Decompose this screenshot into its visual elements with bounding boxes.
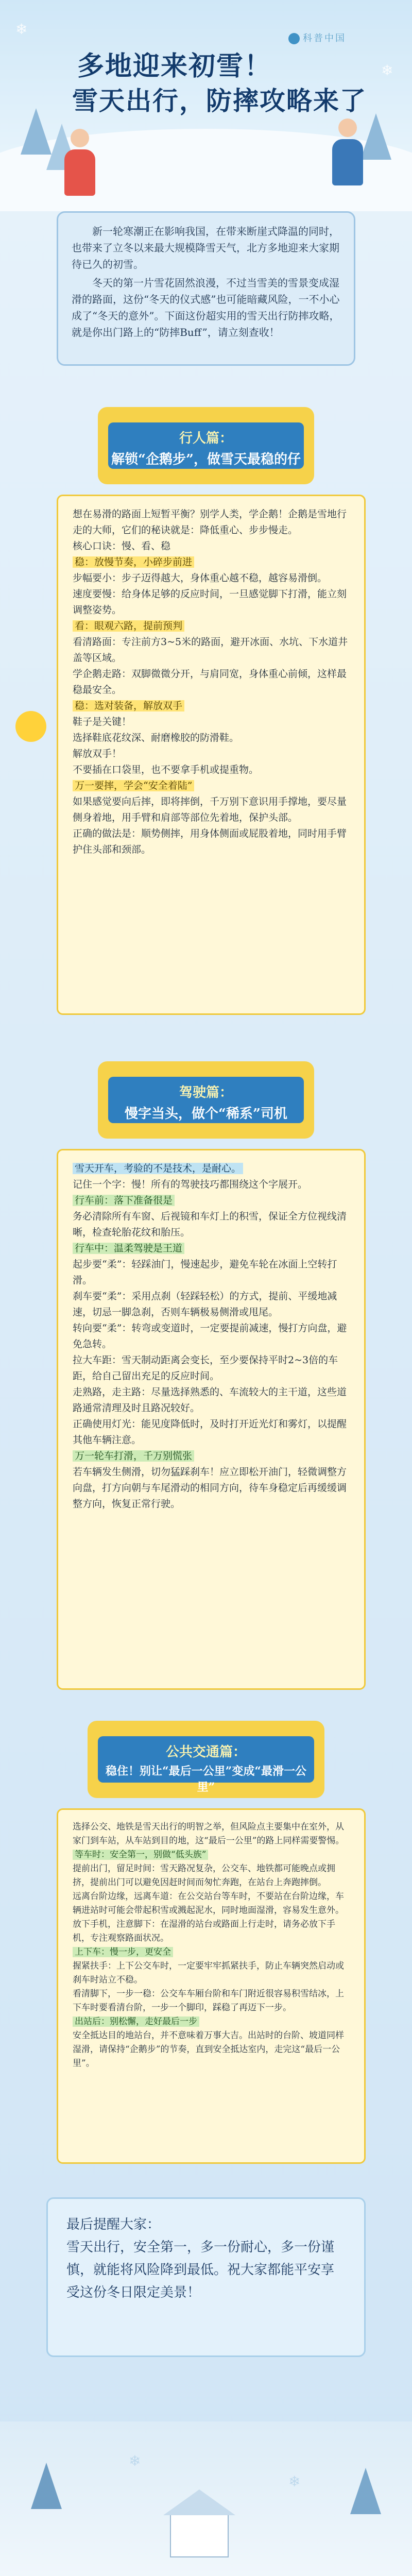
section-paragraph: 握紧扶手：上下公交车时，一定要牢牢抓紧扶手，防止车辆突然启动或刹车时站立不稳。 <box>73 1961 344 1985</box>
page-title-line2: 雪天出行，防摔攻略来了 <box>72 86 367 116</box>
section-subheading: 行车中：温柔驾驶是王道 <box>73 1241 350 1257</box>
section-paragraph: 步幅要小：步子迈得越大，身体重心越不稳，越容易滑倒。 <box>73 572 328 584</box>
intro-paragraph: 新一轮寒潮正在影响我国，在带来断崖式降温的同时，也带来了立冬以来最大规模降雪天气，北方多地迎来大家期待已久的初雪。 <box>72 225 339 270</box>
section-subheading: 万一轮车打滑，千万别慌张 <box>73 1448 350 1464</box>
section-paragraph: 刹车要“柔”：采用点刹（轻踩轻松）的方式，提前、平缓地减速，切忌一脚急刹，否则车辆极易侧滑或甩尾。 <box>73 1291 337 1318</box>
section-subheading: 稳：放慢节奏，小碎步前进 <box>73 554 350 570</box>
final-reminder-box <box>46 2197 366 2357</box>
section-paragraph: 记住一个字：慢！所有的驾驶技巧都围绕这个字展开。 <box>73 1179 308 1190</box>
section-subheading: 等车时：安全第一，别做“低头族” <box>73 1848 350 1862</box>
section-paragraph: 正确使用灯光：能见度降低时，及时打开近光灯和雾灯，以提醒其他车辆注意。 <box>73 1418 347 1446</box>
section-paragraph: 走熟路，走主路：尽量选择熟悉的、车流较大的主干道，这些道路通常清理及时且路况较好。 <box>73 1386 347 1414</box>
section-paragraph: 远离台阶边缘，远离车道：在公交站台等车时，不要站在台阶边缘，车辆进站时可能会带起积雪或溅起泥水，同时地面湿滑，容易发生意外。 <box>73 1891 344 1916</box>
section-title: 行人篇： <box>179 431 233 446</box>
section-banner-transit <box>88 1721 324 1798</box>
section-paragraph: 放下手机，注意脚下：在湿滑的站台或路面上行走时，请务必放下手机，专注观察路面状况。 <box>73 1919 335 1943</box>
section-paragraph: 选择鞋底花纹深、耐磨橡胶的防滑鞋。 <box>73 732 239 743</box>
intro-box <box>57 211 355 366</box>
section-paragraph: 不要插在口袋里，也不要拿手机或提重物。 <box>73 764 259 775</box>
section-subheading: 雪天开车，考验的不是技术，是耐心。 <box>73 1161 350 1177</box>
snowflake-icon: ❄ <box>288 2473 301 2490</box>
section-paragraph: 速度要慢：给身体足够的反应时间，一旦感觉脚下打滑，能立刻调整姿势。 <box>73 588 347 616</box>
logo <box>288 31 346 44</box>
page-title-line1: 多地迎来初雪！ <box>77 50 272 82</box>
section-lines <box>73 506 350 858</box>
section-subtitle: 解锁“企鹅步”，做雪天最稳的仔 <box>111 452 301 467</box>
section-title: 公共交通篇： <box>165 1744 246 1760</box>
section-subheading: 万一要摔，学会“安全着陆” <box>73 778 350 794</box>
section-lines <box>73 1820 350 2071</box>
section-paragraph: 看清路面：专注前方3~5米的路面，避开冰面、水坑、下水道井盖等区域。 <box>73 636 348 664</box>
final-text: 雪天出行，安全第一，多一份耐心，多一份谨慎，就能将风险降到最低。祝大家都能平安享受这份冬日限定美景！ <box>66 2240 335 2300</box>
section-title: 驾驶篇： <box>179 1085 233 1100</box>
section-paragraph: 想在易滑的路面上短暂平衡？别学人类，学企鹅！企鹅是雪地行走的大师，它们的秘诀就是：降低重心、步步慢走。 <box>73 509 347 536</box>
snowflake-icon: ❄ <box>381 62 393 79</box>
person-illustration <box>62 129 98 201</box>
section-subheading: 出站后：别松懈，走好最后一步 <box>73 2015 350 2029</box>
snowflake-icon: ❄ <box>15 21 28 38</box>
intro-paragraph: 冬天的第一片雪花固然浪漫，不过当雪美的雪景变成湿滑的路面，这份“冬天的仪式感”也可能暗藏风险，一不小心成了“冬天的意外”。下面这份超实用的雪天出行防摔攻略，就是你出门路上的“防摔Buff”，请立刻查收！ <box>72 277 340 338</box>
section-subheading: 稳：选对装备，解放双手 <box>73 698 350 714</box>
section-paragraph: 务必清除所有车窗、后视镜和车灯上的积雪，保证全方位视线清晰，检查轮胎花纹和胎压。 <box>73 1211 347 1238</box>
section-subheading: 行车前：落下准备很是 <box>73 1193 350 1209</box>
house-icon <box>170 2514 229 2557</box>
hero-banner <box>0 0 412 175</box>
section-subtitle: 慢字当头，做个“稀系”司机 <box>125 1106 287 1122</box>
section-paragraph: 解放双手！ <box>73 748 122 759</box>
section-paragraph: 核心口诀：慢、看、稳 <box>73 540 171 552</box>
section-content-transit <box>57 1808 366 2164</box>
section-lines <box>73 1161 350 1512</box>
section-paragraph: 如果感觉要向后摔，即将摔倒，千万别下意识用手撑地，要尽量侧身着地，用手臂和肩部等部位先着地，保护头部。 <box>73 796 347 823</box>
section-paragraph: 选择公交、地铁是雪天出行的明智之举，但风险点主要集中在室外，从家门到车站，从车站到目的地，这“最后一公里”的路上同样需要警惕。 <box>73 1822 345 1846</box>
section-content-driving <box>57 1149 366 1690</box>
section-paragraph: 若车辆发生侧滑，切勿猛踩刹车！应立即松开油门，轻微调整方向盘，打方向朝与车尾滑动的相同方向，待车身稳定后再缓缓调整方向，恢复正常行驶。 <box>73 1466 347 1510</box>
section-paragraph: 转向要“柔”：转弯或变道时，一定要提前减速，慢打方向盘，避免急转。 <box>73 1323 347 1350</box>
section-subtitle: 稳住！别让“最后一公里”变成“最滑一公里” <box>106 1765 306 1794</box>
section-banner-pedestrian <box>98 407 314 484</box>
section-paragraph: 拉大车距：雪天制动距离会变长，至少要保持平时2~3倍的车距，给自己留出充足的反应时间。 <box>73 1354 338 1382</box>
section-paragraph: 看清脚下，一步一稳：公交车车厢台阶和车门附近很容易积雪结冰，上下车时要看清台阶，一步一个脚印，踩稳了再迈下一步。 <box>73 1989 344 2013</box>
logo-icon <box>288 33 300 44</box>
section-banner-driving <box>98 1061 314 1139</box>
snowflake-icon: ❄ <box>129 2452 141 2469</box>
section-paragraph: 安全抵达目的地站台，并不意味着万事大吉。出站时的台阶、坡道同样湿滑，请保持“企鹅步”的节奏，直到安全抵达室内，走完这“最后一公里”。 <box>73 2030 344 2069</box>
section-subheading: 上下车：慢一步，更安全 <box>73 1945 350 1959</box>
tree-icon <box>31 2463 62 2509</box>
section-paragraph: 提前出门，留足时间：雪天路况复杂，公交车、地铁都可能晚点或拥挤，提前出门可以避免因赶时间而匆忙奔跑，在站台上奔跑摔倒。 <box>73 1863 335 1888</box>
section-paragraph: 鞋子是关键！ <box>73 716 132 727</box>
section-paragraph: 学企鹅走路：双脚微微分开，与肩同宽，身体重心前倾，这样最稳最安全。 <box>73 668 347 696</box>
section-subheading: 看：眼观六路，提前预判 <box>73 618 350 634</box>
person-illustration <box>330 118 366 191</box>
section-paragraph: 起步要“柔”：轻踩油门，慢速起步，避免车轮在冰面上空转打滑。 <box>73 1259 337 1286</box>
logo-text: 科普中国 <box>303 33 346 44</box>
section-content-pedestrian <box>57 495 366 1015</box>
tree-icon <box>350 2468 381 2514</box>
section-paragraph: 正确的做法是：顺势侧摔，用身体侧面或屁股着地，同时用手臂护住头部和颈部。 <box>73 828 347 855</box>
megaphone-icon <box>15 711 46 742</box>
final-greeting: 最后提醒大家： <box>66 2217 161 2232</box>
